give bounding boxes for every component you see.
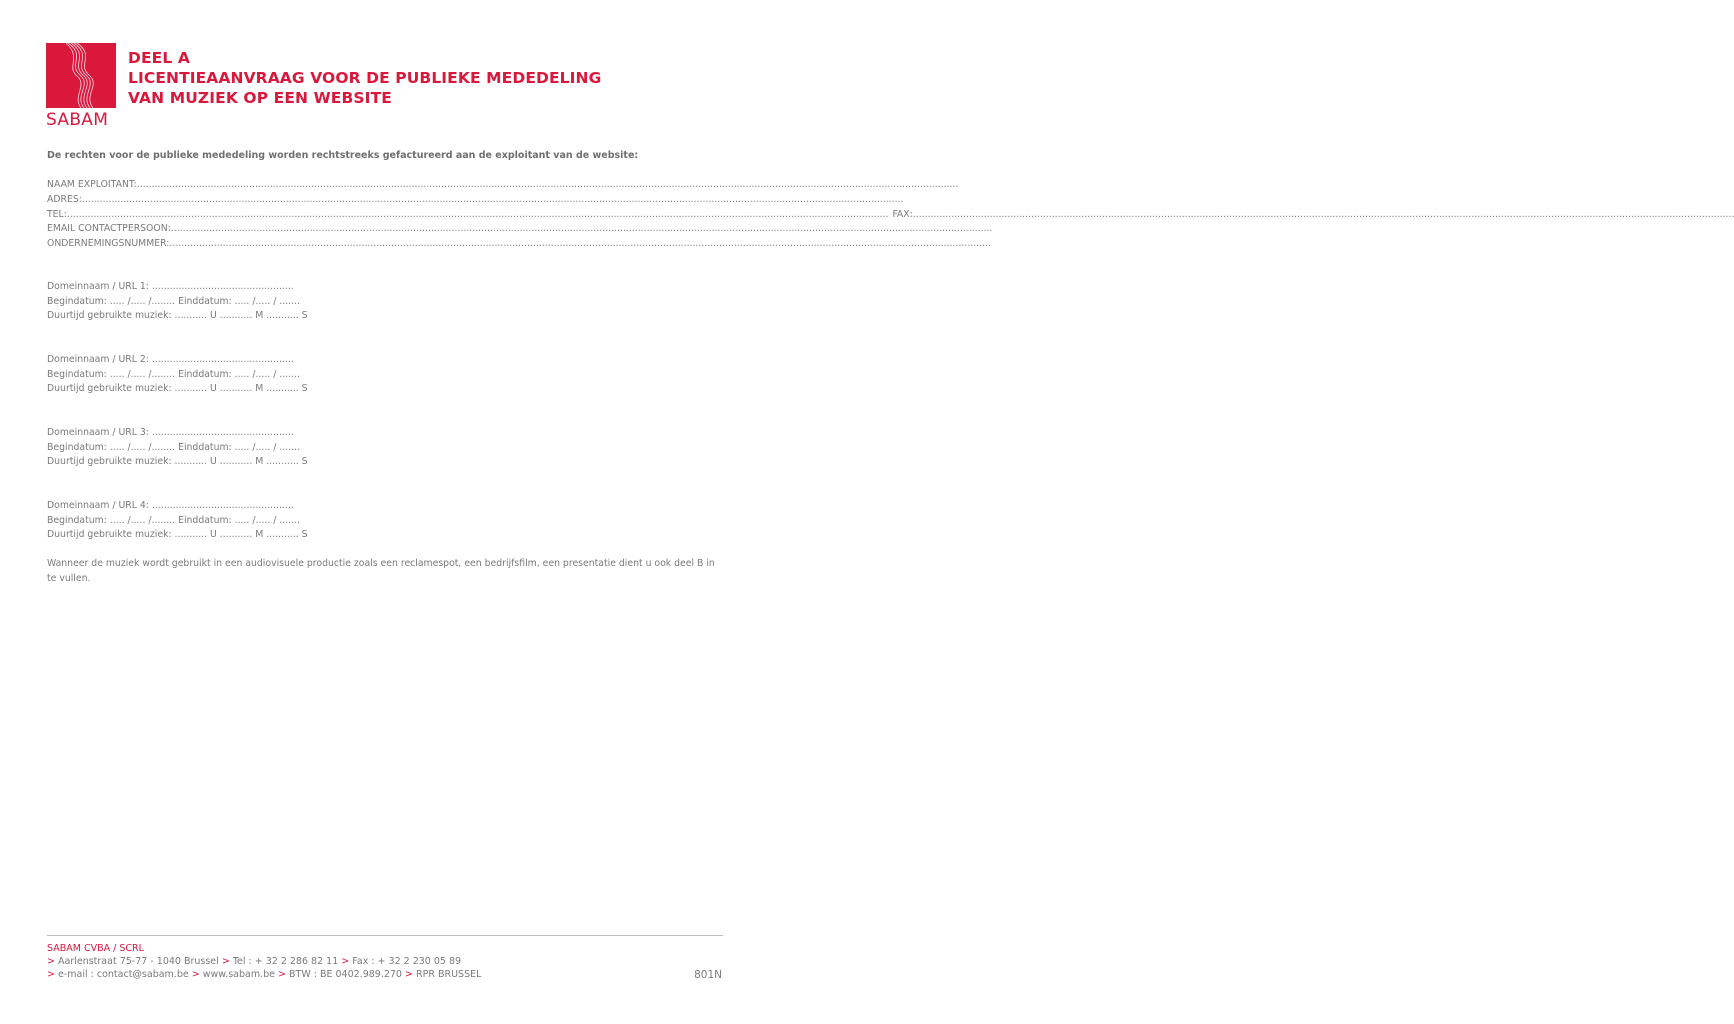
form-code: 801N	[694, 969, 722, 981]
domain-dates-line[interactable]: Begindatum: ..... /..... /........ Einddatum: ..... /..... / .......	[47, 368, 300, 380]
footer-line-2	[47, 968, 481, 981]
sabam-logo	[46, 43, 118, 130]
domain-block-1	[47, 280, 308, 324]
fill-line[interactable]	[913, 208, 1734, 223]
domain-block-3	[47, 426, 308, 470]
arrow-icon: >	[221, 956, 230, 967]
fill-line[interactable]	[171, 222, 993, 237]
arrow-icon: >	[191, 969, 200, 980]
form-title	[128, 48, 601, 108]
footer-address: Aarlenstraat 75-77 - 1040 Brussel	[58, 956, 219, 967]
field-label: FAX:	[892, 208, 913, 220]
logo-mark	[46, 43, 116, 108]
domain-dates-line[interactable]: Begindatum: ..... /..... /........ Einddatum: ..... /..... / .......	[47, 295, 300, 307]
domain-url-line[interactable]: Domeinnaam / URL 1: ................................................	[47, 281, 294, 292]
field-adres[interactable]	[47, 193, 722, 208]
fill-line[interactable]	[169, 237, 991, 252]
arrow-icon: >	[47, 956, 55, 967]
domain-url-line[interactable]: Domeinnaam / URL 4: ................................................	[47, 500, 294, 511]
domain-duration-line[interactable]: Duurtijd gebruikte muziek: ........... U ........... M ........... S	[47, 310, 308, 321]
footer-tel: Tel : + 32 2 286 82 11	[232, 956, 339, 967]
footer-rpr: RPR BRUSSEL	[416, 969, 482, 980]
intro-text: De rechten voor de publieke mededeling worden rechtstreeks gefactureerd aan de exploitant van de website:	[47, 150, 639, 161]
title-line-3: VAN MUZIEK OP EEN WEBSITE	[128, 89, 392, 107]
field-ondernemingsnummer[interactable]	[47, 237, 722, 252]
field-email-contactpersoon[interactable]	[47, 222, 722, 237]
domain-dates-line[interactable]: Begindatum: ..... /..... /........ Einddatum: ..... /..... / .......	[47, 441, 300, 453]
title-line-2: LICENTIEAANVRAAG VOOR DE PUBLIEKE MEDEDELING	[128, 69, 602, 87]
field-label: ONDERNEMINGSNUMMER:	[47, 238, 170, 250]
domain-url-line[interactable]: Domeinnaam / URL 3: ................................................	[47, 427, 294, 438]
footer-divider	[47, 935, 723, 936]
arrow-icon: >	[278, 969, 286, 980]
title-line-1: DEEL A	[128, 49, 190, 67]
field-tel[interactable]	[47, 208, 888, 223]
field-label: EMAIL CONTACTPERSOON:	[47, 223, 171, 235]
footer-btw: BTW : BE 0402.989.270	[289, 969, 402, 980]
deel-b-note: Wanneer de muziek wordt gebruikt in een audiovisuele productie zoals een reclamespot, een bedrijfsfilm, een presentatie dient u ook deel B in te vullen.	[47, 558, 715, 584]
footer-org: SABAM CVBA / SCRL	[47, 943, 144, 954]
field-label: TEL:	[47, 208, 67, 220]
logo-swirl-icon	[46, 43, 116, 108]
domain-url-line[interactable]: Domeinnaam / URL 2: ................................................	[47, 354, 294, 365]
domain-block-2	[47, 353, 308, 397]
applicant-fields	[47, 178, 913, 252]
field-naam-exploitant[interactable]	[47, 178, 722, 193]
footer-line-1	[47, 955, 481, 968]
domain-duration-line[interactable]: Duurtijd gebruikte muziek: ........... U ........... M ........... S	[47, 529, 308, 540]
logo-wordmark: SABAM	[46, 110, 109, 130]
field-label: NAAM EXPLOITANT:	[47, 179, 137, 190]
field-label: ADRES:	[47, 193, 82, 205]
arrow-icon: >	[47, 969, 55, 980]
domain-block-4	[47, 499, 308, 543]
footer	[47, 942, 481, 981]
field-tel-fax	[47, 208, 913, 223]
domain-duration-line[interactable]: Duurtijd gebruikte muziek: ........... U ........... M ........... S	[47, 456, 308, 467]
arrow-icon: >	[405, 969, 413, 980]
arrow-icon: >	[341, 956, 350, 967]
fill-line[interactable]	[67, 208, 889, 223]
fill-line[interactable]	[137, 178, 959, 193]
footer-fax: Fax : + 32 2 230 05 89	[352, 956, 462, 967]
domain-dates-line[interactable]: Begindatum: ..... /..... /........ Einddatum: ..... /..... / .......	[47, 514, 300, 526]
footer-email[interactable]: e-mail : contact@sabam.be	[58, 969, 189, 980]
field-fax[interactable]	[892, 208, 1734, 223]
footer-website[interactable]: www.sabam.be	[202, 969, 275, 980]
domain-duration-line[interactable]: Duurtijd gebruikte muziek: ........... U ........... M ........... S	[47, 383, 308, 394]
fill-line[interactable]	[82, 193, 904, 208]
